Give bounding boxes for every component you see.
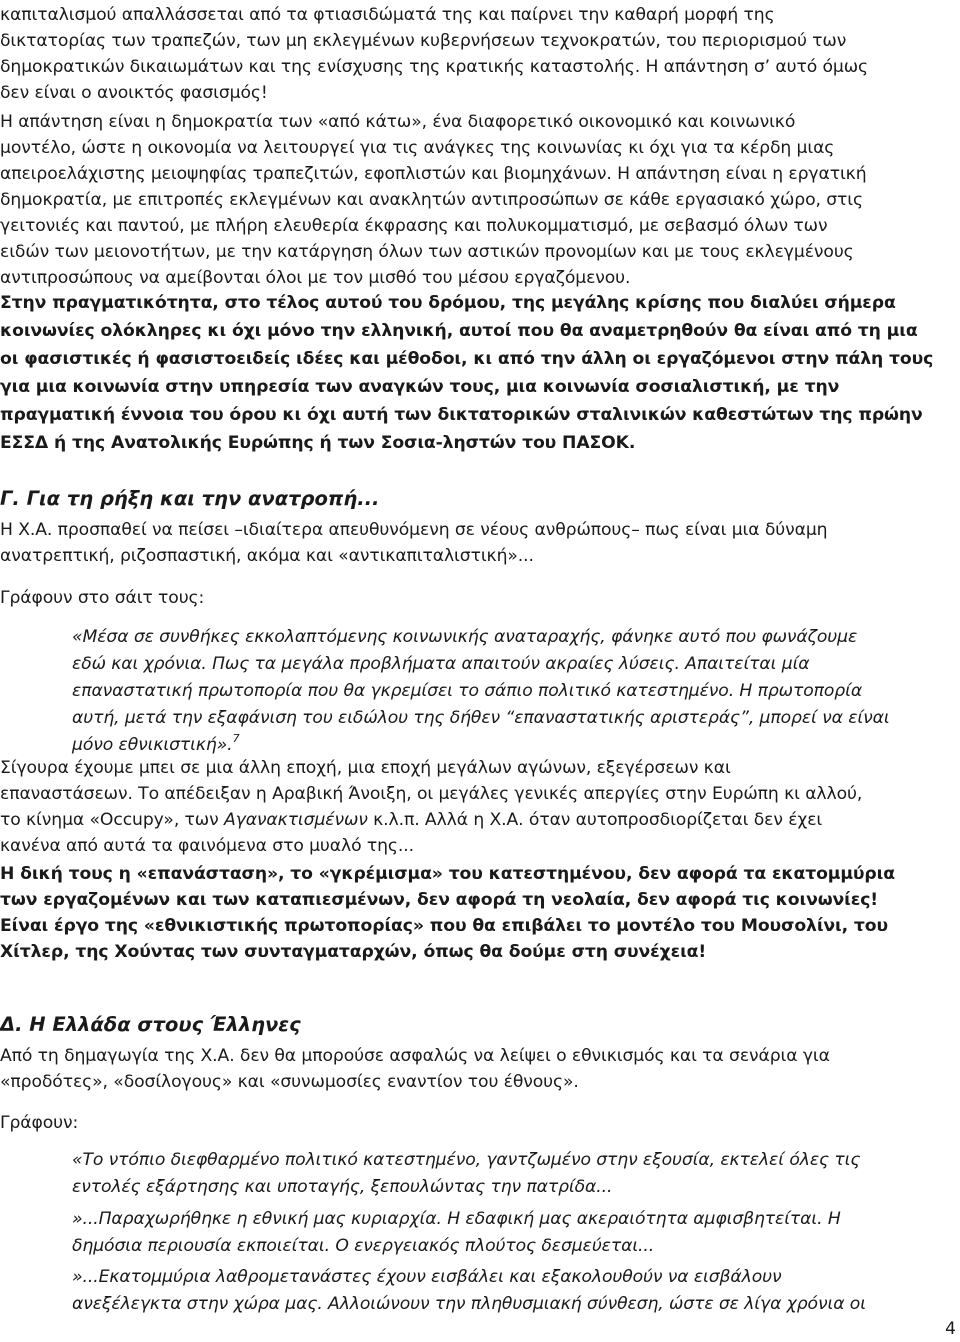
paragraph-new-era (0, 755, 958, 859)
quote-line: αυτή, μετά την εξαφάνιση του ειδώλου της δήθεν “επαναστατικής αριστεράς”, μπορεί να είναι (72, 708, 890, 728)
quote-line: »...Παραχωρήθηκε η εθνική μας κυριαρχία. Η εδαφική μας ακεραιότητα αμφισβητείται. Η (72, 1209, 841, 1229)
italic-term: Αγανακτισμένων (223, 810, 368, 830)
section-heading-d: Δ. Η Ελλάδα στους Έλληνες (0, 1013, 301, 1036)
paragraph-xa-claims (0, 517, 958, 569)
paragraph-bold-revolution (0, 861, 958, 965)
paragraph-they-write: Γράφουν στο σάιτ τους: (0, 588, 205, 608)
quote-line: »...Εκατομμύρια λαθρομετανάστες έχουν εισβάλει και εξακολουθούν να εισβάλουν (72, 1267, 782, 1287)
text-line: δημοκρατικών δικαιωμάτων και της ενίσχυσης της κρατικής καταστολής. Η απάντηση σ’ αυτό όμως (0, 57, 869, 77)
text-line: απειροελάχιστης μειοψηφίας τραπεζιτών, εφοπλιστών και βιομηχάνων. Η απάντηση είναι η εργατική (0, 164, 867, 184)
text-line: δημοκρατία, με επιτροπές εκλεγμένων και ανακλητών αντιπροσώπων σε κάθε εργασιακό χώρο, στις (0, 190, 863, 210)
quote-line: ανεξέλεγκτα στην χώρα μας. Αλλοιώνουν την πληθυσμιακή σύνθεση, ώστε σε λίγα χρόνια οι (72, 1294, 866, 1314)
text-line: Η Χ.Α. προσπαθεί να πείσει –ιδιαίτερα απευθυνόμενη σε νέους ανθρώπους– πως είναι μια δύναμη (0, 520, 828, 540)
text-line: δικτατορίας των τραπεζών, των μη εκλεγμένων κυβερνήσεων τεχνοκρατών, του περιορισμού των (0, 31, 847, 51)
text-line: καπιταλισμού απαλλάσσεται από τα φτιασιδώματά της και παίρνει την καθαρή μορφή της (0, 5, 775, 25)
quote-sovereignty (72, 1206, 952, 1260)
quote-migrants (72, 1264, 952, 1318)
text-line: μοντέλο, ώστε η οικονομία να λειτουργεί για τις ανάγκες της κοινωνίας κι όχι για τα κέρδη μιας (0, 138, 835, 158)
text-line: ειδών των μειονοτήτων, με την κατάργηση όλων των αστικών προνομίων και με τους εκλεγμένους (0, 242, 854, 262)
text-span: κ.λ.π. Αλλά η Χ.Α. όταν αυτοπροσδιορίζεται δεν έχει (367, 810, 823, 830)
quote-establishment (72, 1147, 952, 1201)
quote-line: «Μέσα σε συνθήκες εκκολαπτόμενης κοινωνικής αναταραχής, φάνηκε αυτό που φωνάζουμε (72, 627, 858, 647)
footnote-ref[interactable]: 7 (232, 732, 240, 745)
text-line: «προδότες», «δοσίλογους» και «συνωμοσίες εναντίον του έθνους». (0, 1072, 579, 1092)
text-line: κοινωνίες ολόκληρες κι όχι μόνο την ελληνική, αυτοί που θα αναμετρηθούν θα είναι από τη μια (0, 321, 918, 341)
text-line: των εργαζομένων και των καταπιεσμένων, δεν αφορά τη νεολαία, δεν αφορά τις κοινωνίες! (0, 890, 879, 910)
paragraph-intro (0, 2, 958, 106)
text-line: Από τη δημαγωγία της Χ.Α. δεν θα μπορούσε ασφαλώς να λείψει ο εθνικισμός και τα σενάρια για (0, 1046, 830, 1066)
text-line: Η απάντηση είναι η δημοκρατία των «από κάτω», ένα διαφορετικό οικονομικό και κοινωνικό (0, 112, 796, 132)
text-line: οι φασιστικές ή φασιστοειδείς ιδέες και μέθοδοι, κι από την άλλη οι εργαζόμενοι στην πάλη τους (0, 349, 934, 369)
quote-line: εντολές εξάρτησης και υποταγής, ξεπουλώντας την πατρίδα... (72, 1177, 613, 1197)
text-line (0, 807, 958, 833)
quote-line-text: μόνο εθνικιστική». (72, 735, 233, 755)
text-line: ανατρεπτική, ριζοσπαστική, ακόμα και «αντικαπιταλιστική»... (0, 546, 534, 566)
text-line: γειτονιές και παντού, με πλήρη ελευθερία έκφρασης και πολυκομματισμό, με σεβασμό όλων των (0, 216, 828, 236)
text-span: το κίνημα «Occupy», των (0, 810, 224, 830)
text-line: αντιπροσώπους να αμείβονται όλοι με τον μισθό του μέσου εργαζόμενου. (0, 268, 631, 288)
text-line: Χίτλερ, της Χούντας των συνταγματαρχών, όπως θα δούμε στη συνέχεια! (0, 942, 707, 962)
text-line: ΕΣΣΔ ή της Ανατολικής Ευρώπης ή των Σοσια-ληστών του ΠΑΣΟΚ. (0, 433, 636, 453)
paragraph-they-write-2: Γράφουν: (0, 1113, 79, 1133)
quote-line: επαναστατική πρωτοπορία που θα γκρεμίσει το σάπιο πολιτικό κατεστημένο. Η πρωτοπορία (72, 681, 863, 701)
paragraph-answer (0, 109, 958, 291)
text-line: Σίγουρα έχουμε μπει σε μια άλλη εποχή, μια εποχή μεγάλων αγώνων, εξεγέρσεων και (0, 758, 731, 778)
text-line: για μια κοινωνία στην υπηρεσία των αναγκών τους, μια κοινωνία σοσιαλιστική, με την (0, 377, 840, 397)
text-line: κανένα από αυτά τα φαινόμενα στο μυαλό της... (0, 836, 414, 856)
text-line: επαναστάσεων. Το απέδειξαν η Αραβική Άνοιξη, οι μεγάλες γενικές απεργίες στην Ευρώπη κι αλλού, (0, 784, 863, 804)
section-heading-g: Γ. Για τη ρήξη και την ανατροπή... (0, 487, 380, 510)
quote-site (72, 624, 952, 759)
text-line: Η δική τους η «επανάσταση», το «γκρέμισμα» του κατεστημένου, δεν αφορά τα εκατομμύρια (0, 864, 895, 884)
page-number: 4 (945, 1319, 956, 1339)
text-line: Στην πραγματικότητα, στο τέλος αυτού του δρόμου, της μεγάλης κρίσης που διαλύει σήμερα (0, 293, 896, 313)
text-line: δεν είναι ο ανοικτός φασισμός! (0, 83, 268, 103)
paragraph-bold-reality (0, 289, 958, 457)
paragraph-nationalism (0, 1043, 958, 1095)
quote-line: δημόσια περιουσία εκποιείται. Ο ενεργειακός πλούτος δεσμεύεται... (72, 1236, 655, 1256)
text-line: πραγματική έννοια του όρου κι όχι αυτή των δικτατορικών σταλινικών καθεστώτων της πρώην (0, 405, 923, 425)
text-line: Είναι έργο της «εθνικιστικής πρωτοπορίας» που θα επιβάλει το μοντέλο του Μουσολίνι, του (0, 916, 889, 936)
quote-line: εδώ και χρόνια. Πως τα μεγάλα προβλήματα απαιτούν ακραίες λύσεις. Απαιτείται μία (72, 654, 810, 674)
quote-line: «Το ντόπιο διεφθαρμένο πολιτικό κατεστημένο, γαντζωμένο στην εξουσία, εκτελεί όλες τις (72, 1150, 861, 1170)
